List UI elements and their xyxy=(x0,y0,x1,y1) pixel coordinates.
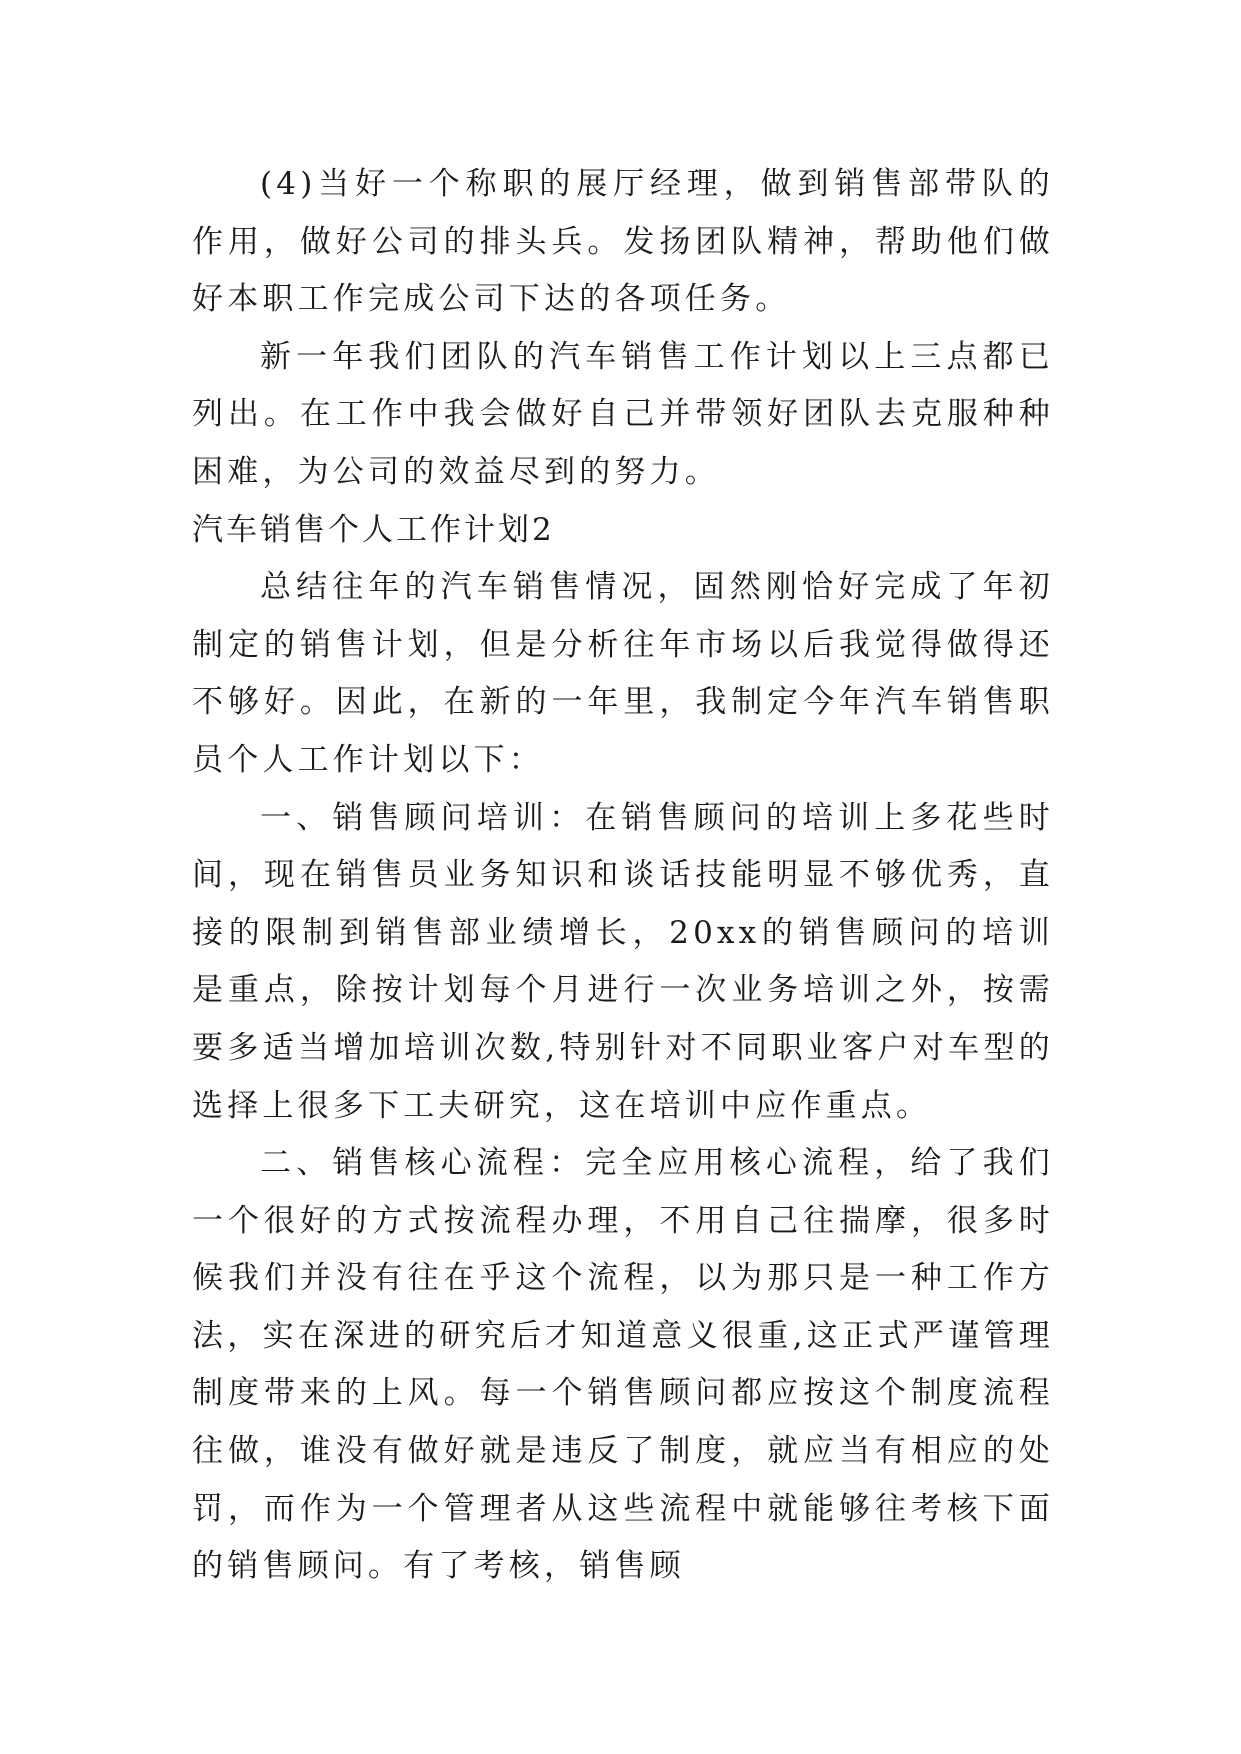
document-page xyxy=(192,156,1054,1596)
body-paragraph: 一、销售顾问培训：在销售顾问的培训上多花些时间，现在销售员业务知识和谈话技能明显不够优秀，直接的限制到销售部业绩增长，20xx的销售顾问的培训是重点，除按计划每个月进行一次业务培训之外，按需要多适当增加培训次数,特别针对不同职业客户对车型的选择上很多下工夫研究，这在培训中应作重点。 xyxy=(192,799,1054,1124)
body-paragraph: (4)当好一个称职的展厅经理，做到销售部带队的作用，做好公司的排头兵。发扬团队精神，帮助他们做好本职工作完成公司下达的各项任务。 xyxy=(192,166,1054,318)
section-heading: 汽车销售个人工作计划2 xyxy=(192,511,555,548)
body-paragraph: 新一年我们团队的汽车销售工作计划以上三点都已列出。在工作中我会做好自己并带领好团队去克服种种困难，为公司的效益尽到的努力。 xyxy=(192,338,1054,490)
body-paragraph: 总结往年的汽车销售情况，固然刚恰好完成了年初制定的销售计划，但是分析往年市场以后我觉得做得还不够好。因此，在新的一年里，我制定今年汽车销售职员个人工作计划以下： xyxy=(192,569,1054,778)
body-paragraph: 二、销售核心流程：完全应用核心流程，给了我们一个很好的方式按流程办理，不用自己往揣摩，很多时候我们并没有往在乎这个流程，以为那只是一种工作方法，实在深进的研究后才知道意义很重,这正式严谨管理制度带来的上风。每一个销售顾问都应按这个制度流程往做，谁没有做好就是违反了制度，就应当有相应的处罚，而作为一个管理者从这些流程中就能够往考核下面的销售顾问。有了考核，销售顾 xyxy=(192,1145,1054,1585)
